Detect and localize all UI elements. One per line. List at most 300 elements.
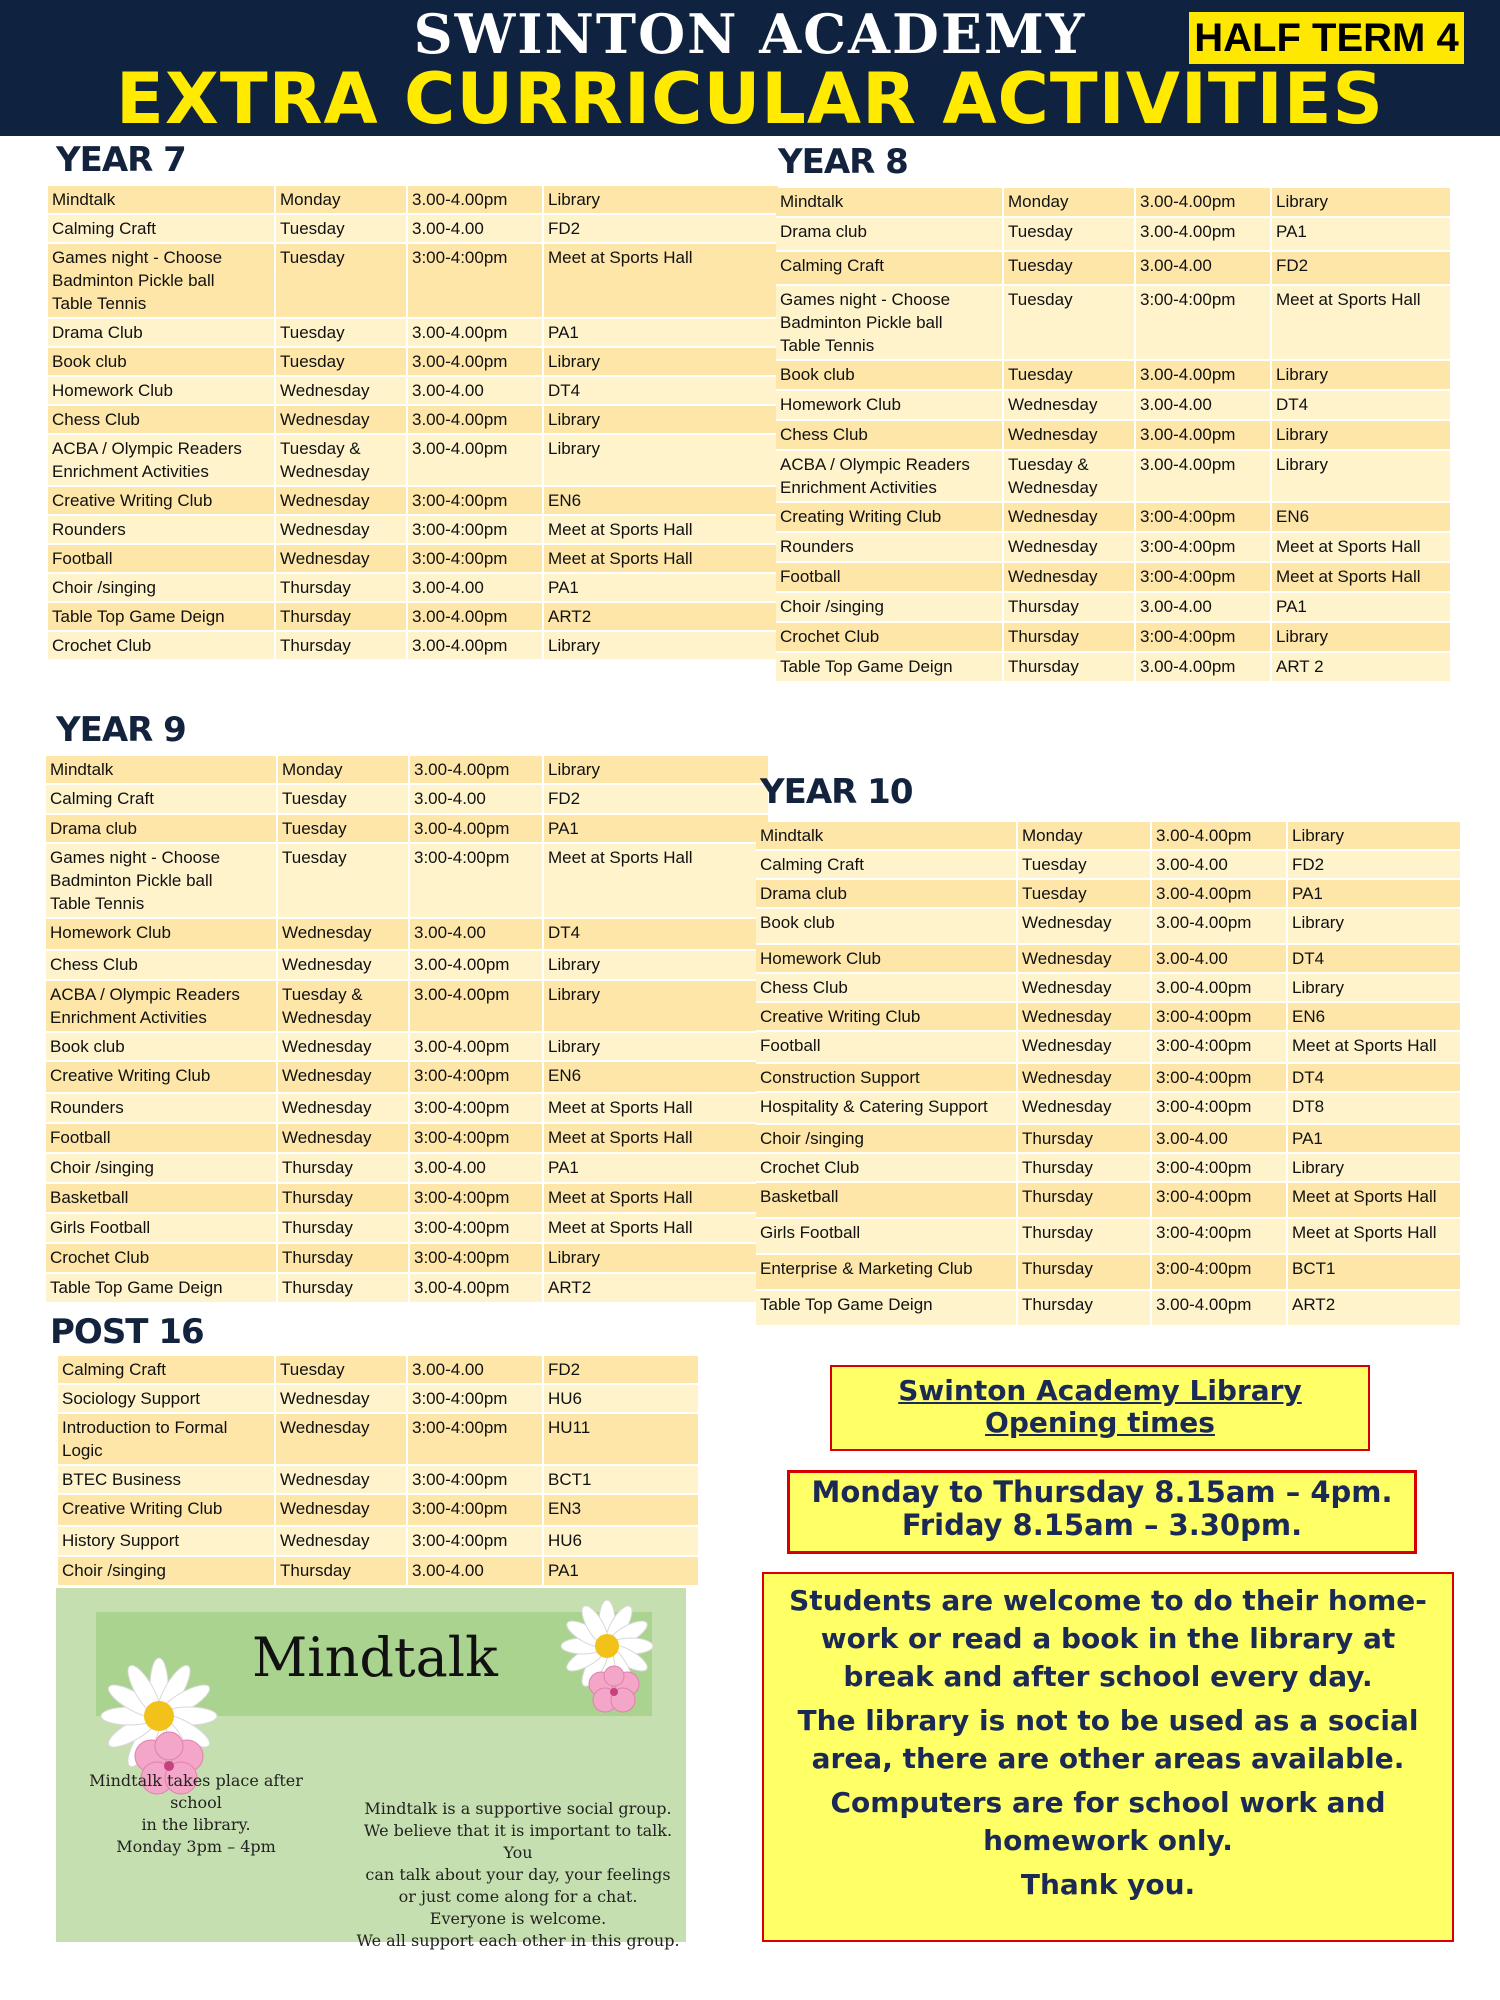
day-cell: Wednesday — [276, 1414, 408, 1466]
activity-cell: BTEC Business — [58, 1466, 276, 1495]
day-cell: Wednesday — [276, 1385, 408, 1414]
day-cell: Thursday — [1018, 1291, 1152, 1327]
day-cell: Monday — [278, 756, 410, 785]
table-row — [776, 218, 1452, 252]
day-cell: Wednesday — [278, 951, 410, 981]
time-cell: 3:00-4:00pm — [1152, 1219, 1288, 1255]
activity-cell: Choir /singing — [756, 1125, 1018, 1154]
activity-cell: History Support — [58, 1527, 276, 1557]
table-row — [776, 533, 1452, 563]
day-cell: Tuesday — [1018, 851, 1152, 880]
table-row — [58, 1527, 700, 1557]
day-cell: Tuesday — [1018, 880, 1152, 909]
location-cell: Library — [544, 981, 770, 1033]
activity-cell: Girls Football — [756, 1219, 1018, 1255]
day-cell: Wednesday — [278, 1062, 410, 1094]
activity-cell: Book club — [48, 348, 276, 377]
table-row — [776, 391, 1452, 421]
location-cell: Meet at Sports Hall — [544, 1184, 770, 1214]
day-cell: Thursday — [278, 1154, 410, 1184]
table-row — [46, 919, 770, 951]
time-cell: 3.00-4.00pm — [1136, 188, 1272, 218]
notice-paragraph: Students are welcome to do their home-work or read a book in the library at break and after school every day. — [789, 1584, 1427, 1693]
activity-cell: Chess Club — [48, 406, 276, 435]
location-cell: Meet at Sports Hall — [544, 516, 780, 545]
location-cell: PA1 — [1272, 593, 1452, 623]
day-cell: Tuesday — [276, 244, 408, 319]
table-row — [46, 785, 770, 815]
time-cell: 3:00-4:00pm — [408, 516, 544, 545]
mindtalk-description-line: We believe that it is important to talk. You — [363, 1821, 673, 1862]
post16-table — [58, 1356, 700, 1587]
location-cell: PA1 — [544, 1557, 700, 1587]
location-cell: HU6 — [544, 1385, 700, 1414]
activity-cell: Basketball — [756, 1183, 1018, 1219]
location-cell: BCT1 — [544, 1466, 700, 1495]
time-cell: 3:00-4:00pm — [408, 1385, 544, 1414]
table-row — [48, 186, 780, 215]
location-cell: DT4 — [544, 919, 770, 951]
notice-paragraph: Thank you. — [1020, 1868, 1196, 1901]
table-row — [776, 653, 1452, 683]
table-row — [756, 1183, 1462, 1219]
time-cell: 3.00-4.00pm — [408, 435, 544, 487]
time-cell: 3:00-4:00pm — [410, 1094, 544, 1124]
table-row — [756, 880, 1462, 909]
time-cell: 3.00-4.00pm — [1136, 421, 1272, 451]
day-cell: Wednesday — [276, 1466, 408, 1495]
activity-cell: Construction Support — [756, 1064, 1018, 1093]
day-cell: Wednesday — [276, 406, 408, 435]
location-cell: Meet at Sports Hall — [1288, 1032, 1462, 1064]
activity-cell: Mindtalk — [46, 756, 278, 785]
location-cell: PA1 — [544, 574, 780, 603]
table-row — [46, 951, 770, 981]
location-cell: Meet at Sports Hall — [544, 844, 770, 919]
location-cell: Meet at Sports Hall — [1288, 1183, 1462, 1219]
time-cell: 3.00-4.00 — [410, 1154, 544, 1184]
time-cell: 3:00-4:00pm — [410, 1214, 544, 1244]
table-row — [58, 1557, 700, 1587]
activity-cell: Choir /singing — [58, 1557, 276, 1587]
activity-cell: Creative Writing Club — [46, 1062, 278, 1094]
mindtalk-panel — [56, 1588, 686, 1950]
time-cell: 3.00-4.00 — [1152, 1125, 1288, 1154]
time-cell: 3.00-4.00pm — [410, 981, 544, 1033]
activity-cell: Hospitality & Catering Support — [756, 1093, 1018, 1125]
time-cell: 3.00-4.00pm — [1152, 909, 1288, 945]
day-cell: Wednesday — [1018, 1093, 1152, 1125]
time-cell: 3.00-4.00pm — [408, 632, 544, 661]
table-row — [46, 756, 770, 785]
table-row — [48, 603, 780, 632]
activity-cell: Choir /singing — [46, 1154, 278, 1184]
time-cell: 3.00-4.00 — [1136, 252, 1272, 286]
time-cell: 3:00-4:00pm — [1152, 1064, 1288, 1093]
time-cell: 3.00-4.00pm — [410, 1274, 544, 1304]
location-cell: EN6 — [544, 1062, 770, 1094]
day-cell: Tuesday — [276, 1356, 408, 1385]
day-cell: Thursday — [1018, 1154, 1152, 1183]
day-cell: Thursday — [276, 603, 408, 632]
table-row — [46, 844, 770, 919]
time-cell: 3:00-4:00pm — [1152, 1154, 1288, 1183]
table-row — [46, 1094, 770, 1124]
activity-cell: Football — [776, 563, 1004, 593]
activity-cell: Creative Writing Club — [48, 487, 276, 516]
table-row — [46, 815, 770, 844]
day-cell: Wednesday — [276, 1527, 408, 1557]
location-cell: Meet at Sports Hall — [1272, 286, 1452, 361]
location-cell: FD2 — [544, 215, 780, 244]
day-cell: Thursday — [1004, 623, 1136, 653]
location-cell: PA1 — [544, 319, 780, 348]
time-cell: 3.00-4.00 — [410, 785, 544, 815]
location-cell: DT8 — [1288, 1093, 1462, 1125]
time-cell: 3.00-4.00 — [408, 574, 544, 603]
day-cell: Wednesday — [1018, 1032, 1152, 1064]
table-row — [776, 188, 1452, 218]
table-row — [756, 1064, 1462, 1093]
location-cell: ART2 — [544, 1274, 770, 1304]
day-cell: Wednesday — [278, 1094, 410, 1124]
location-cell: FD2 — [544, 785, 770, 815]
mindtalk-schedule-line: in the library. — [141, 1815, 251, 1834]
table-row — [756, 822, 1462, 851]
year10-heading: YEAR 10 — [760, 772, 913, 812]
location-cell: Meet at Sports Hall — [1272, 563, 1452, 593]
table-row — [756, 974, 1462, 1003]
location-cell: BCT1 — [1288, 1255, 1462, 1291]
table-row — [46, 1033, 770, 1062]
school-name: SWINTON ACADEMY — [413, 2, 1087, 66]
mindtalk-description — [356, 1798, 680, 1952]
location-cell: Library — [1272, 421, 1452, 451]
activity-cell: Homework Club — [48, 377, 276, 406]
day-cell: Thursday — [1018, 1125, 1152, 1154]
location-cell: ART 2 — [1272, 653, 1452, 683]
time-cell: 3.00-4.00pm — [408, 406, 544, 435]
activity-cell: Calming Craft — [776, 252, 1004, 286]
day-cell: Wednesday — [1004, 391, 1136, 421]
activity-cell: Creative Writing Club — [756, 1003, 1018, 1032]
table-row — [776, 451, 1452, 503]
table-row — [756, 1003, 1462, 1032]
activity-cell: Chess Club — [756, 974, 1018, 1003]
library-notice-box — [762, 1572, 1454, 1942]
table-row — [776, 252, 1452, 286]
time-cell: 3:00-4:00pm — [1152, 1183, 1288, 1219]
time-cell: 3.00-4.00pm — [1136, 451, 1272, 503]
day-cell: Tuesday — [1004, 218, 1136, 252]
table-row — [48, 377, 780, 406]
activity-cell: Drama Club — [48, 319, 276, 348]
activity-cell: Table Top Game Deign — [776, 653, 1004, 683]
activity-cell: Choir /singing — [776, 593, 1004, 623]
day-cell: Tuesday — [276, 348, 408, 377]
mindtalk-description-line: or just come along for a chat. — [398, 1887, 638, 1906]
daisy-flower-icon — [542, 1598, 672, 1728]
activity-cell: Creating Writing Club — [776, 503, 1004, 533]
table-row — [776, 361, 1452, 391]
table-row — [776, 503, 1452, 533]
table-row — [48, 545, 780, 574]
time-cell: 3:00-4:00pm — [408, 1495, 544, 1527]
day-cell: Thursday — [1018, 1255, 1152, 1291]
time-cell: 3:00-4:00pm — [410, 844, 544, 919]
activity-cell: Drama club — [756, 880, 1018, 909]
activity-cell: Crochet Club — [48, 632, 276, 661]
mindtalk-description-line: We all support each other in this group. — [356, 1931, 680, 1950]
location-cell: DT4 — [544, 377, 780, 406]
activity-cell: Calming Craft — [756, 851, 1018, 880]
time-cell: 3:00-4:00pm — [1152, 1255, 1288, 1291]
location-cell: DT4 — [1288, 1064, 1462, 1093]
table-row — [48, 319, 780, 348]
location-cell: PA1 — [544, 1154, 770, 1184]
day-cell: Tuesday & Wednesday — [276, 435, 408, 487]
table-row — [48, 244, 780, 319]
day-cell: Tuesday — [276, 215, 408, 244]
table-row — [756, 1093, 1462, 1125]
location-cell: Library — [1288, 909, 1462, 945]
mindtalk-heading: Mindtalk — [252, 1626, 498, 1689]
location-cell: PA1 — [1288, 880, 1462, 909]
activity-cell: Homework Club — [46, 919, 278, 951]
day-cell: Thursday — [1018, 1183, 1152, 1219]
mindtalk-description-line: can talk about your day, your feelings — [365, 1865, 671, 1884]
location-cell: Library — [544, 951, 770, 981]
day-cell: Wednesday — [1018, 945, 1152, 974]
table-row — [776, 421, 1452, 451]
activity-cell: Mindtalk — [776, 188, 1004, 218]
activity-cell: Book club — [776, 361, 1004, 391]
activity-cell: Table Top Game Deign — [48, 603, 276, 632]
time-cell: 3.00-4.00pm — [1136, 361, 1272, 391]
location-cell: Library — [544, 1033, 770, 1062]
activity-cell: Basketball — [46, 1184, 278, 1214]
time-cell: 3:00-4:00pm — [1136, 563, 1272, 593]
time-cell: 3:00-4:00pm — [408, 487, 544, 516]
table-row — [776, 286, 1452, 361]
table-row — [46, 1184, 770, 1214]
table-row — [46, 1062, 770, 1094]
table-row — [46, 981, 770, 1033]
table-row — [776, 563, 1452, 593]
time-cell: 3.00-4.00 — [408, 1356, 544, 1385]
table-row — [756, 1219, 1462, 1255]
day-cell: Tuesday — [1004, 361, 1136, 391]
activity-cell: Introduction to Formal Logic — [58, 1414, 276, 1466]
mindtalk-schedule-line: Mindtalk takes place after school — [89, 1771, 303, 1812]
day-cell: Wednesday — [1004, 421, 1136, 451]
year9-table — [46, 756, 770, 1304]
year7-table — [48, 186, 780, 661]
time-cell: 3.00-4.00 — [1136, 593, 1272, 623]
activity-cell: Homework Club — [756, 945, 1018, 974]
activity-cell: Chess Club — [776, 421, 1004, 451]
location-cell: Library — [544, 756, 770, 785]
activity-cell: Book club — [46, 1033, 278, 1062]
location-cell: PA1 — [1288, 1125, 1462, 1154]
activity-cell: Homework Club — [776, 391, 1004, 421]
day-cell: Wednesday — [1004, 533, 1136, 563]
activity-cell: Girls Football — [46, 1214, 278, 1244]
location-cell: Library — [1288, 822, 1462, 851]
activity-cell: Chess Club — [46, 951, 278, 981]
table-row — [48, 435, 780, 487]
day-cell: Wednesday — [1018, 1003, 1152, 1032]
day-cell: Monday — [1004, 188, 1136, 218]
location-cell: EN6 — [544, 487, 780, 516]
table-row — [48, 632, 780, 661]
activity-cell: Calming Craft — [58, 1356, 276, 1385]
day-cell: Wednesday — [1004, 503, 1136, 533]
day-cell: Tuesday — [1004, 252, 1136, 286]
day-cell: Tuesday & Wednesday — [278, 981, 410, 1033]
time-cell: 3.00-4.00pm — [410, 815, 544, 844]
table-row — [756, 1154, 1462, 1183]
time-cell: 3.00-4.00 — [1152, 851, 1288, 880]
location-cell: Library — [544, 406, 780, 435]
activity-cell: Football — [46, 1124, 278, 1154]
location-cell: EN6 — [1272, 503, 1452, 533]
time-cell: 3.00-4.00pm — [408, 319, 544, 348]
activity-cell: ACBA / Olympic Readers Enrichment Activities — [776, 451, 1004, 503]
location-cell: Meet at Sports Hall — [544, 1094, 770, 1124]
year8-table — [776, 188, 1452, 683]
activity-cell: Choir /singing — [48, 574, 276, 603]
location-cell: Library — [1272, 623, 1452, 653]
day-cell: Wednesday — [1004, 563, 1136, 593]
time-cell: 3.00-4.00pm — [408, 186, 544, 215]
year7-heading: YEAR 7 — [56, 140, 186, 180]
day-cell: Tuesday — [276, 319, 408, 348]
table-row — [46, 1244, 770, 1274]
time-cell: 3.00-4.00 — [1152, 945, 1288, 974]
table-row — [58, 1495, 700, 1527]
activity-cell: ACBA / Olympic Readers Enrichment Activities — [46, 981, 278, 1033]
table-row — [48, 406, 780, 435]
day-cell: Thursday — [276, 1557, 408, 1587]
day-cell: Wednesday — [278, 919, 410, 951]
table-row — [48, 574, 780, 603]
activity-cell: Rounders — [776, 533, 1004, 563]
activity-cell: Drama club — [46, 815, 278, 844]
mindtalk-schedule-line: Monday 3pm – 4pm — [116, 1837, 276, 1856]
time-cell: 3:00-4:00pm — [408, 244, 544, 319]
time-cell: 3.00-4.00 — [408, 215, 544, 244]
activity-cell: ACBA / Olympic Readers Enrichment Activities — [48, 435, 276, 487]
day-cell: Wednesday — [276, 545, 408, 574]
time-cell: 3.00-4.00pm — [408, 603, 544, 632]
time-cell: 3:00-4:00pm — [410, 1244, 544, 1274]
day-cell: Thursday — [278, 1184, 410, 1214]
library-title-box — [830, 1365, 1370, 1451]
table-row — [58, 1385, 700, 1414]
mindtalk-description-line: Everyone is welcome. — [429, 1909, 607, 1928]
location-cell: FD2 — [1288, 851, 1462, 880]
day-cell: Thursday — [1004, 593, 1136, 623]
location-cell: FD2 — [544, 1356, 700, 1385]
location-cell: HU6 — [544, 1527, 700, 1557]
time-cell: 3.00-4.00 — [408, 377, 544, 406]
day-cell: Wednesday — [276, 487, 408, 516]
header-banner — [0, 0, 1500, 140]
table-row — [46, 1274, 770, 1304]
time-cell: 3:00-4:00pm — [1152, 1003, 1288, 1032]
activity-cell: Mindtalk — [756, 822, 1018, 851]
table-row — [48, 487, 780, 516]
day-cell: Thursday — [278, 1274, 410, 1304]
table-row — [756, 1125, 1462, 1154]
day-cell: Thursday — [1018, 1219, 1152, 1255]
activity-cell: Games night - Choose Badminton Pickle ball Table Tennis — [776, 286, 1004, 361]
library-subtitle: Opening times — [985, 1406, 1215, 1439]
time-cell: 3:00-4:00pm — [1152, 1032, 1288, 1064]
time-cell: 3.00-4.00pm — [1136, 653, 1272, 683]
day-cell: Tuesday — [278, 785, 410, 815]
location-cell: Library — [1272, 361, 1452, 391]
time-cell: 3.00-4.00 — [1136, 391, 1272, 421]
time-cell: 3.00-4.00pm — [1152, 1291, 1288, 1327]
time-cell: 3:00-4:00pm — [410, 1184, 544, 1214]
day-cell: Wednesday — [1018, 974, 1152, 1003]
location-cell: DT4 — [1272, 391, 1452, 421]
year8-heading: YEAR 8 — [778, 142, 908, 182]
table-row — [58, 1356, 700, 1385]
table-row — [756, 1032, 1462, 1064]
time-cell: 3.00-4.00pm — [1152, 974, 1288, 1003]
day-cell: Thursday — [276, 574, 408, 603]
activity-cell: Table Top Game Deign — [756, 1291, 1018, 1327]
time-cell: 3.00-4.00 — [408, 1557, 544, 1587]
activity-cell: Games night - Choose Badminton Pickle ball Table Tennis — [48, 244, 276, 319]
library-title: Swinton Academy Library — [898, 1374, 1302, 1407]
term-badge: HALF TERM 4 — [1189, 12, 1464, 64]
location-cell: Library — [544, 435, 780, 487]
time-cell: 3:00-4:00pm — [1136, 503, 1272, 533]
activity-cell: Enterprise & Marketing Club — [756, 1255, 1018, 1291]
year9-heading: YEAR 9 — [56, 710, 186, 750]
location-cell: Library — [1288, 974, 1462, 1003]
time-cell: 3.00-4.00pm — [1136, 218, 1272, 252]
table-row — [48, 516, 780, 545]
day-cell: Thursday — [276, 632, 408, 661]
day-cell: Wednesday — [278, 1124, 410, 1154]
activity-cell: Mindtalk — [48, 186, 276, 215]
time-cell: 3:00-4:00pm — [1136, 286, 1272, 361]
time-cell: 3:00-4:00pm — [408, 1527, 544, 1557]
library-hours-box — [787, 1470, 1417, 1554]
notice-paragraph: Computers are for school work and homework only. — [830, 1786, 1386, 1857]
time-cell: 3:00-4:00pm — [1152, 1093, 1288, 1125]
activity-cell: Crochet Club — [756, 1154, 1018, 1183]
table-row — [48, 348, 780, 377]
time-cell: 3:00-4:00pm — [410, 1124, 544, 1154]
location-cell: Library — [544, 632, 780, 661]
time-cell: 3.00-4.00 — [410, 919, 544, 951]
library-hours-friday: Friday 8.15am – 3.30pm. — [901, 1508, 1303, 1542]
day-cell: Wednesday — [1018, 1064, 1152, 1093]
activity-cell: Games night - Choose Badminton Pickle ball Table Tennis — [46, 844, 278, 919]
location-cell: Meet at Sports Hall — [544, 244, 780, 319]
library-hours-weekday: Monday to Thursday 8.15am – 4pm. — [811, 1475, 1393, 1509]
location-cell: EN6 — [1288, 1003, 1462, 1032]
mindtalk-description-line: Mindtalk is a supportive social group. — [364, 1799, 672, 1818]
location-cell: EN3 — [544, 1495, 700, 1527]
activity-cell: Calming Craft — [48, 215, 276, 244]
